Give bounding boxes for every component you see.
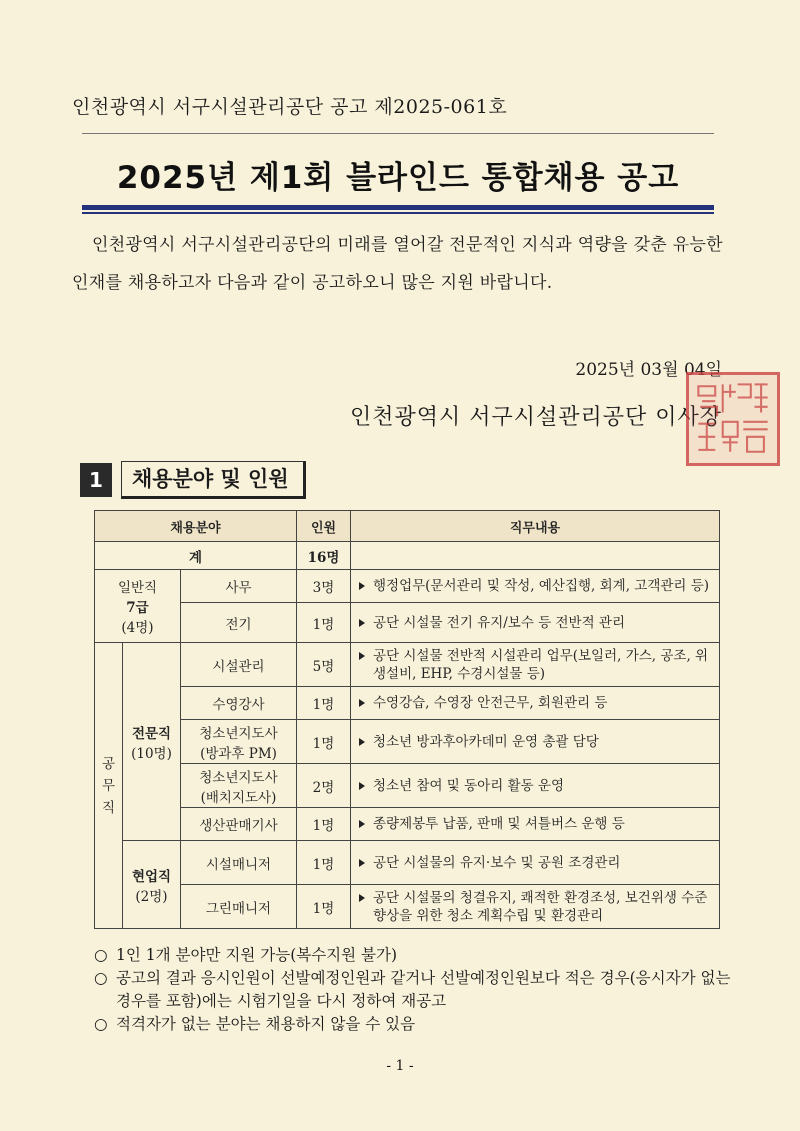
job-duty: [351, 570, 720, 603]
announcement-date: 2025년 03월 04일: [575, 360, 722, 380]
triangle-bullet-icon: [359, 859, 365, 867]
job-duty-text: 청소년 방과후아카데미 운영 총괄 담당: [373, 733, 599, 750]
job-duty-text: 행정업무(문서관리 및 작성, 예산집행, 회계, 고객관리 등): [373, 578, 710, 594]
triangle-bullet-icon: [359, 582, 365, 590]
title-rule-thin: [82, 212, 714, 214]
job-duty: [351, 687, 720, 720]
total-count: 16명: [297, 542, 351, 570]
table-row: [95, 885, 720, 929]
list-item: [94, 944, 734, 967]
general-group-line1: 일반직: [117, 580, 158, 596]
job-count: 1명: [297, 841, 351, 885]
job-duty-text: 청소년 참여 및 동아리 활동 운영: [373, 777, 564, 794]
header-count: 인원: [297, 511, 351, 542]
job-count: 3명: [297, 570, 351, 603]
note-text: 적격자가 없는 분야는 채용하지 않을 수 있음: [116, 1015, 416, 1033]
circle-bullet: ○: [94, 969, 108, 987]
job-duty-text: 공단 시설물 전반적 시설관리 업무(보일러, 가스, 공조, 위생설비, EHP, 수경시설물 등): [373, 647, 709, 682]
general-group-line2: 7급: [126, 600, 149, 616]
field-count: (2명): [135, 888, 168, 905]
list-item: [94, 1013, 734, 1036]
job-duty: [351, 720, 720, 764]
job-name: 전기: [181, 603, 297, 643]
circle-bullet: ○: [94, 946, 108, 964]
job-name: 생산판매기사: [181, 808, 297, 841]
job-name: [181, 720, 297, 764]
table-row: [95, 720, 720, 764]
job-duty-text: 종량제봉투 납품, 판매 및 셔틀버스 운행 등: [373, 816, 625, 832]
total-label: 계: [95, 542, 297, 570]
triangle-bullet-icon: [359, 652, 365, 660]
notice-number: 인천광역시 서구시설관리공단 공고 제2025-061호: [72, 96, 508, 118]
public-group-char: 직: [101, 799, 116, 816]
job-name-main: 청소년지도사: [199, 725, 278, 742]
public-group: [95, 643, 123, 929]
job-count: 2명: [297, 764, 351, 808]
page-title: 2025년 제1회 블라인드 통합채용 공고: [116, 160, 680, 196]
triangle-bullet-icon: [359, 894, 365, 902]
job-duty-text: 공단 시설물의 청결유지, 쾌적한 환경조성, 보건위생 수준 향상을 위한 청소 계획수립 및 환경관리: [373, 889, 708, 924]
header-duty: 직무내용: [351, 511, 720, 542]
recruitment-table: [94, 510, 720, 929]
job-duty-text: 수영강습, 수영장 안전근무, 회원관리 등: [373, 695, 608, 711]
job-duty: [351, 885, 720, 929]
seal-graphic: [689, 375, 777, 463]
issuer-name: 인천광역시 서구시설관리공단 이사장: [349, 405, 722, 430]
total-duty-empty: [351, 542, 720, 570]
job-duty: [351, 841, 720, 885]
section-number: 1: [80, 463, 112, 497]
intro-paragraph: 인천광역시 서구시설관리공단의 미래를 열어갈 전문적인 지식과 역량을 갖춘 유능한 인재를 채용하고자 다음과 같이 공고하오니 많은 지원 바랍니다.: [72, 235, 723, 293]
job-duty: [351, 603, 720, 643]
specialist-label: 전문직: [131, 725, 172, 742]
page-number: - 1 -: [386, 1058, 414, 1074]
triangle-bullet-icon: [359, 738, 365, 746]
section-title: 채용분야 및 인원: [121, 461, 306, 499]
job-count: 1명: [297, 687, 351, 720]
triangle-bullet-icon: [359, 619, 365, 627]
table-row: [95, 764, 720, 808]
job-name: [181, 764, 297, 808]
official-seal-stamp: [686, 372, 780, 466]
total-row: [95, 542, 720, 570]
table-row: [95, 687, 720, 720]
table-header-row: [95, 511, 720, 542]
header-divider: [82, 133, 714, 134]
job-count: 1명: [297, 808, 351, 841]
job-count: 5명: [297, 643, 351, 687]
title-rule-thick: [82, 205, 714, 210]
public-group-char: 무: [101, 777, 116, 794]
job-name: 사무: [181, 570, 297, 603]
job-duty: [351, 643, 720, 687]
job-name: 수영강사: [181, 687, 297, 720]
general-group-line3: (4명): [121, 620, 154, 636]
table-row: [95, 808, 720, 841]
job-count: 1명: [297, 885, 351, 929]
list-item: [94, 967, 734, 1013]
job-count: 1명: [297, 603, 351, 643]
field-label: 현업직: [131, 868, 172, 885]
table-row: [95, 570, 720, 603]
job-name: 그린매니저: [181, 885, 297, 929]
job-name: 시설매니저: [181, 841, 297, 885]
circle-bullet: ○: [94, 1015, 108, 1033]
table-row: [95, 841, 720, 885]
job-name: 시설관리: [181, 643, 297, 687]
table-row: [95, 643, 720, 687]
job-duty: [351, 808, 720, 841]
table-row: [95, 603, 720, 643]
notes-list: [94, 944, 734, 1036]
specialist-count: (10명): [131, 745, 172, 762]
job-name-sub: (방과후 PM): [200, 745, 277, 762]
job-duty-text: 공단 시설물 전기 유지/보수 등 전반적 관리: [373, 614, 625, 631]
triangle-bullet-icon: [359, 782, 365, 790]
job-duty-text: 공단 시설물의 유지·보수 및 공원 조경관리: [373, 854, 621, 871]
job-count: 1명: [297, 720, 351, 764]
job-name-sub: (배치지도사): [200, 789, 277, 806]
note-text: 공고의 결과 응시인원이 선발예정인원과 같거나 선발예정인원보다 적은 경우(응시자가 없는 경우를 포함)에는 시험기일을 다시 정하여 재공고: [116, 969, 731, 1010]
header-field: 채용분야: [95, 511, 297, 542]
job-duty: [351, 764, 720, 808]
job-name-main: 청소년지도사: [199, 769, 278, 786]
triangle-bullet-icon: [359, 699, 365, 707]
public-group-char: 공: [101, 755, 116, 772]
note-text: 1인 1개 분야만 지원 가능(복수지원 불가): [116, 946, 398, 964]
triangle-bullet-icon: [359, 820, 365, 828]
field-group: [123, 841, 181, 929]
specialist-group: [123, 643, 181, 841]
general-group: [95, 570, 181, 643]
